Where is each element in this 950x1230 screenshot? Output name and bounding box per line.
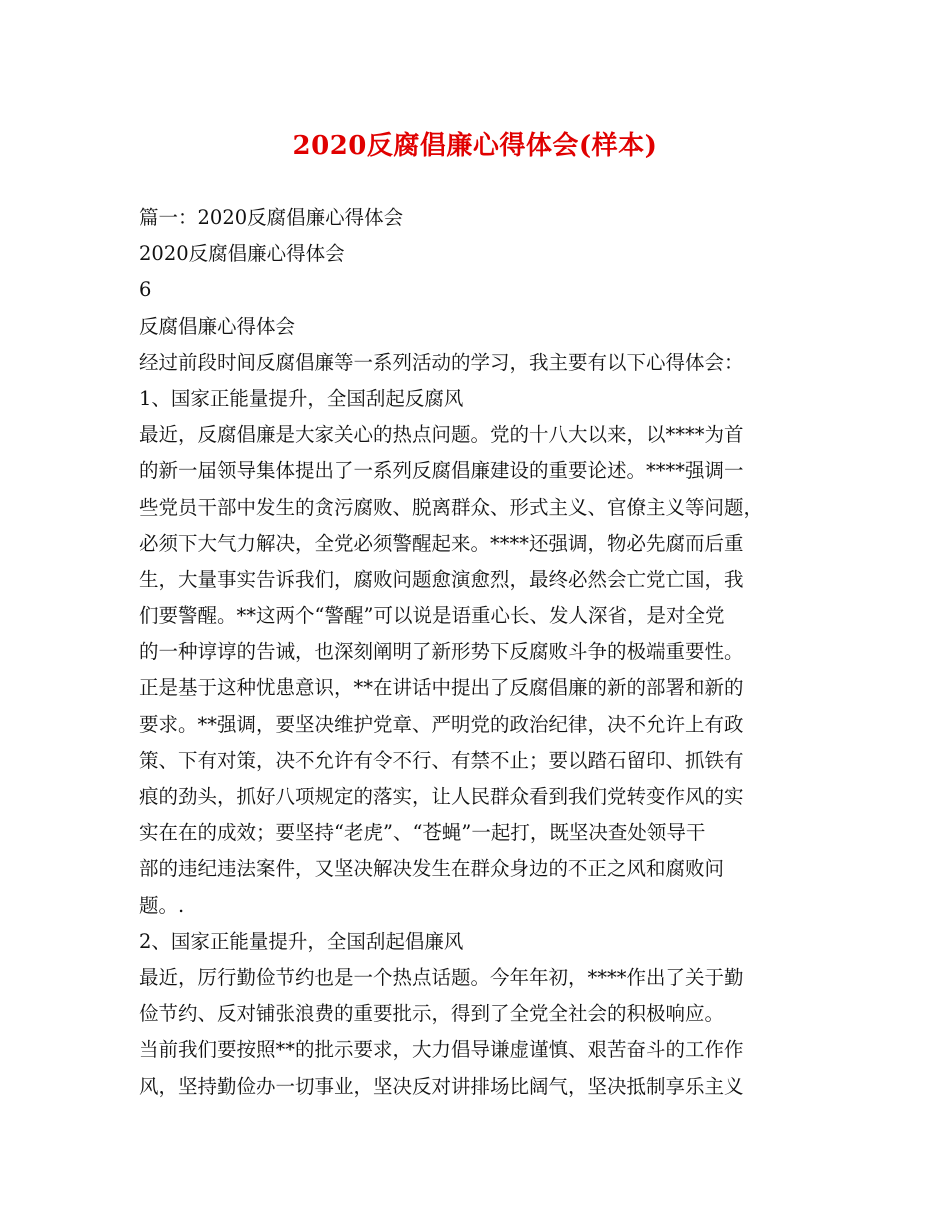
body-line: 经过前段时间反腐倡廉等一系列活动的学习，我主要有以下心得体会： [139, 350, 744, 374]
body-line: 的新一届领导集体提出了一系列反腐倡廉建设的重要论述。****强调一 [139, 459, 744, 483]
body-line: 反腐倡廉心得体会 [139, 314, 296, 338]
body-line: 俭节约、反对铺张浪费的重要批示，得到了全党全社会的积极响应。 [139, 1002, 725, 1026]
body-line: 6 [139, 278, 152, 302]
body-line: 策、下有对策，决不允许有令不行、有禁不止；要以踏石留印、抓铁有 [139, 748, 744, 772]
body-line: 的一种谆谆的告诫，也深刻阐明了新形势下反腐败斗争的极端重要性。 [139, 640, 744, 664]
body-line: 要求。**强调，要坚决维护党章、严明党的政治纪律，决不允许上有政 [139, 712, 744, 736]
document-body [139, 200, 823, 1105]
body-line: 2、国家正能量提升，全国刮起倡廉风 [139, 929, 464, 953]
body-line: 最近，厉行勤俭节约也是一个热点话题。今年年初，****作出了关于勤 [139, 965, 744, 989]
body-line: 1、国家正能量提升，全国刮起反腐风 [139, 386, 464, 410]
body-line: 当前我们要按照**的批示要求，大力倡导谦虚谨慎、艰苦奋斗的工作作 [139, 1038, 744, 1062]
body-line: 篇一：2020反腐倡廉心得体会 [139, 206, 404, 229]
body-line: 些党员干部中发生的贪污腐败、脱离群众、形式主义、官僚主义等问题， [139, 495, 764, 519]
body-line: 2020反腐倡廉心得体会 [139, 242, 345, 266]
body-line: 风，坚持勤俭办一切事业，坚决反对讲排场比阔气，坚决抵制享乐主义 [139, 1074, 744, 1098]
document-title: 2020反腐倡廉心得体会(样本) [292, 131, 658, 161]
body-line: 题。. [139, 893, 185, 917]
body-line: 正是基于这种忧患意识，**在讲话中提出了反腐倡廉的新的部署和新的 [139, 676, 744, 700]
body-line: 实在在的成效；要坚持“老虎”、“苍蝇”一起打，既坚决查处领导干 [139, 821, 706, 845]
body-line: 最近，反腐倡廉是大家关心的热点问题。党的十八大以来，以****为首 [139, 423, 744, 447]
body-line: 生，大量事实告诉我们，腐败问题愈演愈烈，最终必然会亡党亡国，我 [139, 567, 744, 591]
body-line: 痕的劲头，抓好八项规定的落实，让人民群众看到我们党转变作风的实 [139, 785, 744, 808]
body-line: 们要警醒。**这两个“警醒”可以说是语重心长、发人深省，是对全党 [139, 604, 725, 628]
body-line: 部的违纪违法案件，又坚决解决发生在群众身边的不正之风和腐败问 [139, 857, 725, 881]
body-line: 必须下大气力解决，全党必须警醒起来。****还强调，物必先腐而后重 [139, 531, 744, 555]
